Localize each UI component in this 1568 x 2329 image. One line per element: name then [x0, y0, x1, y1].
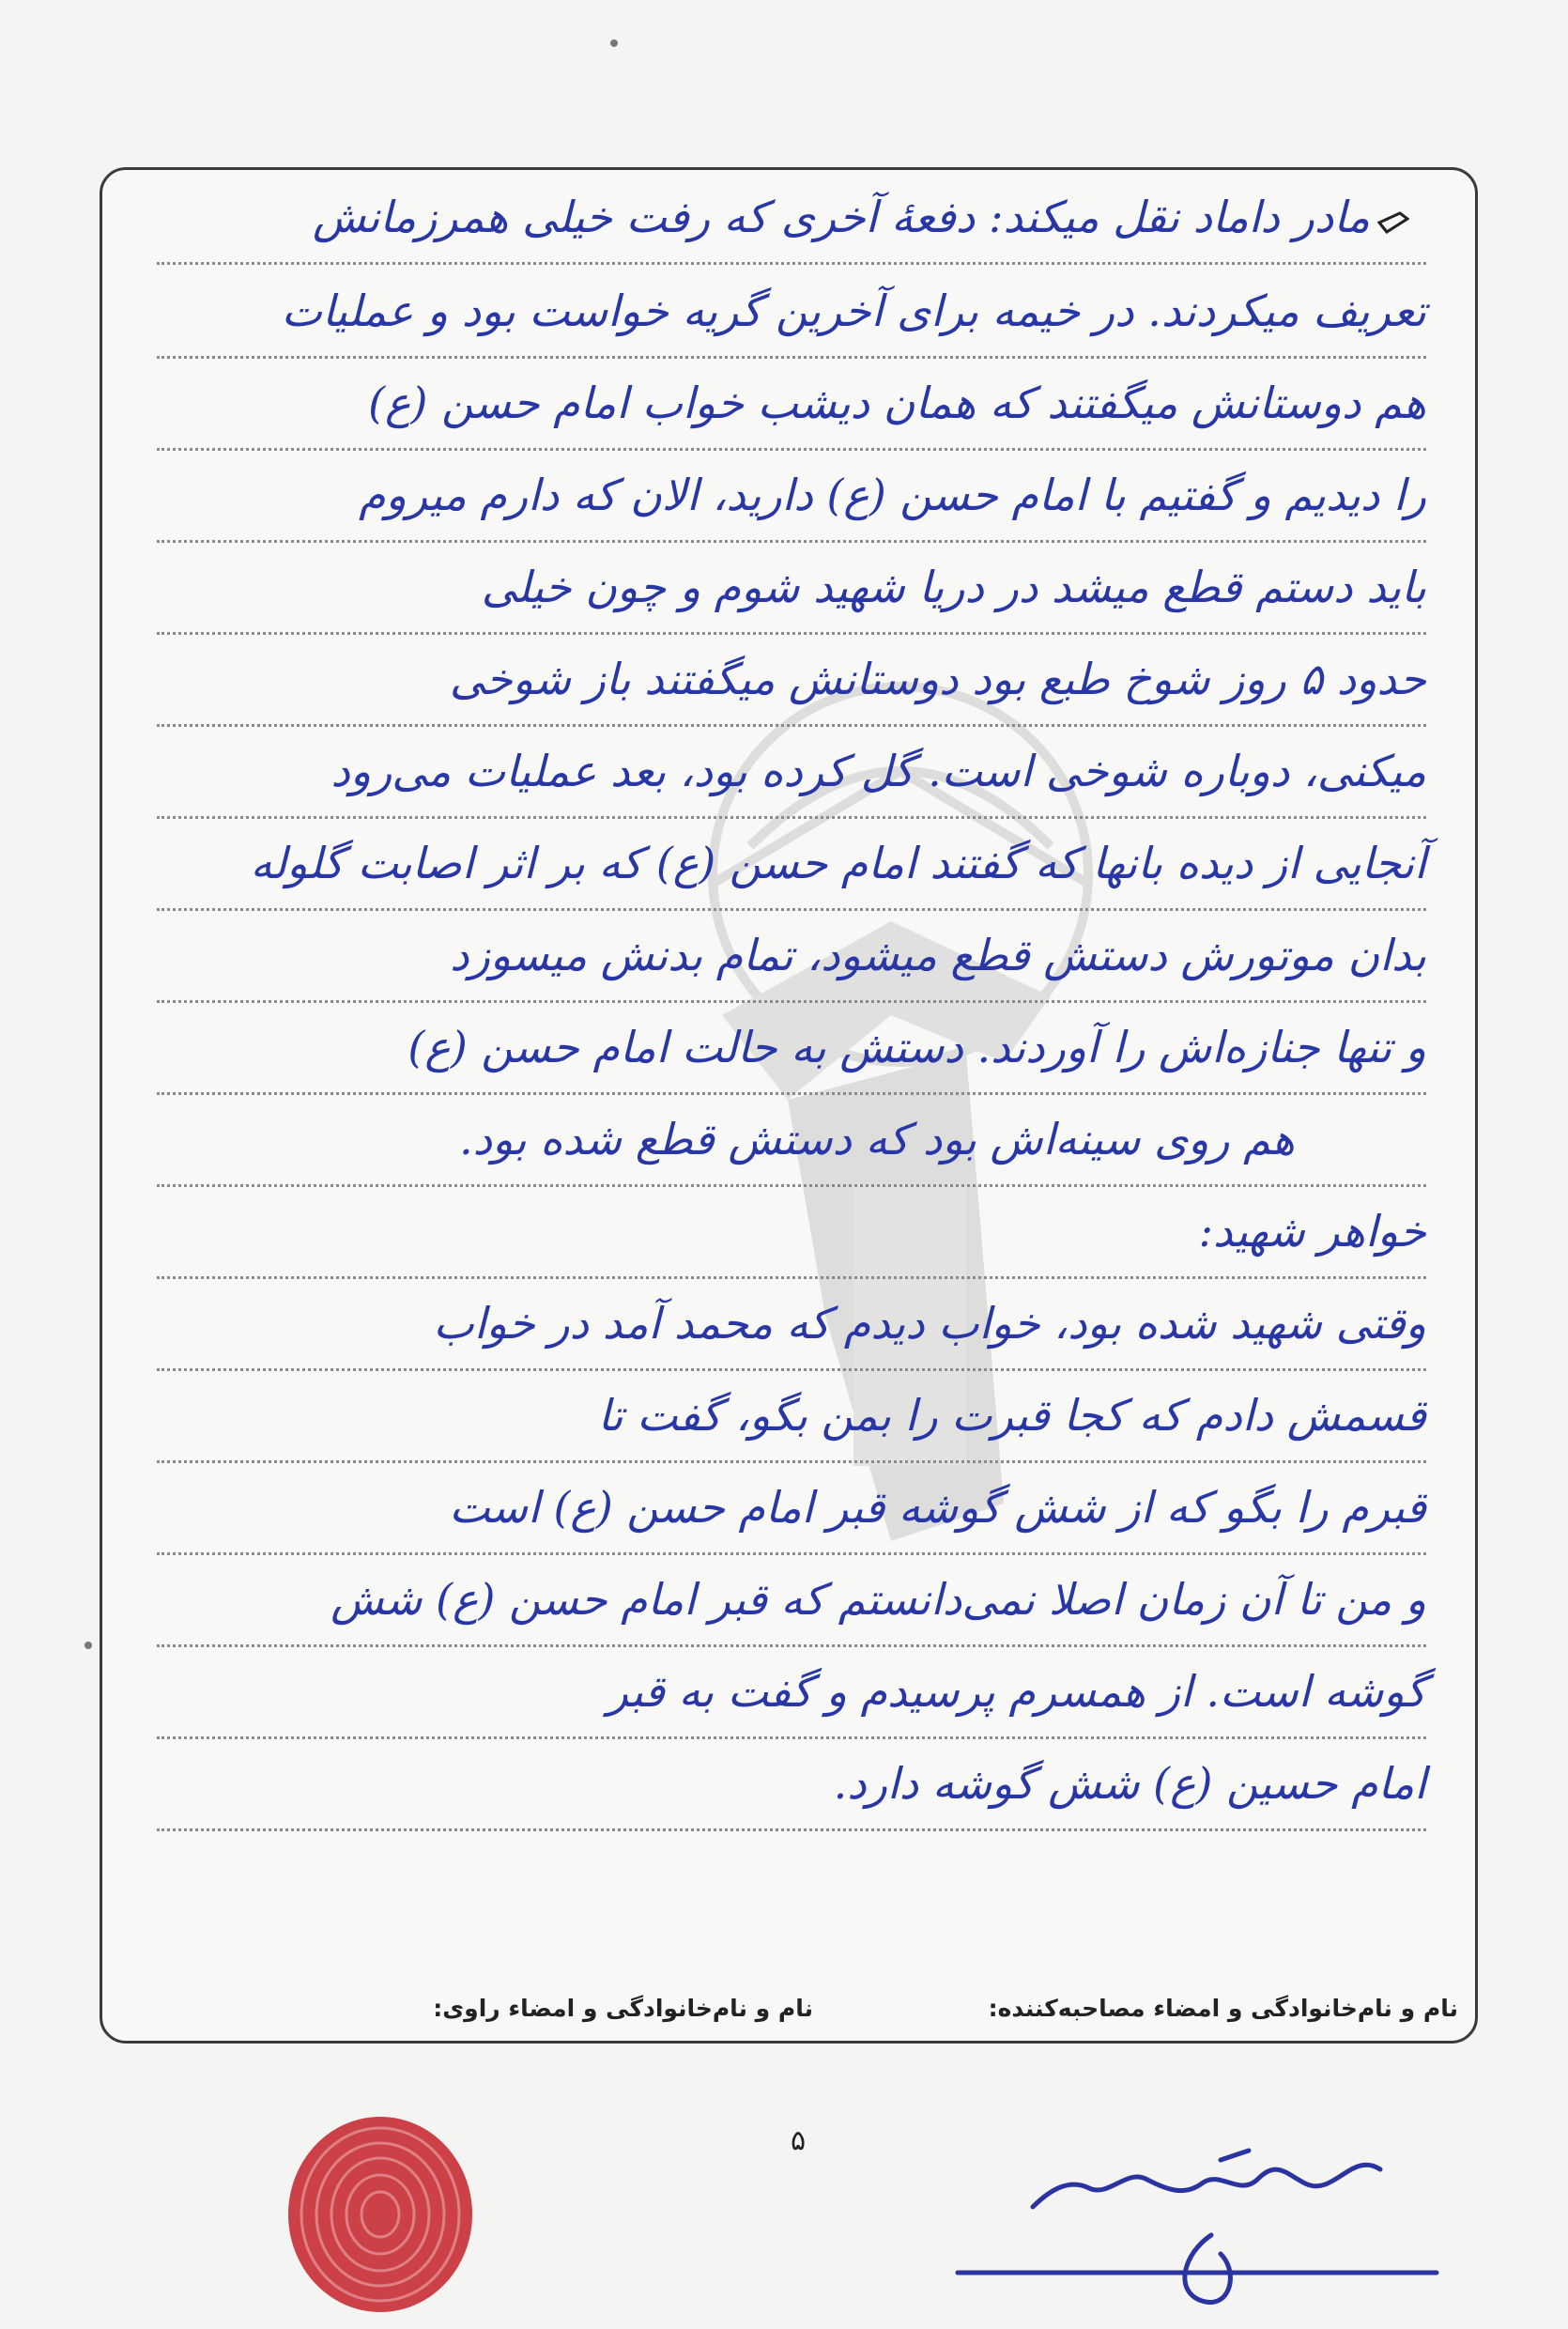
handwritten-line: باید دستم قطع میشد در دریا شهید شوم و چون خیلی	[481, 562, 1426, 612]
rule-line	[157, 1460, 1426, 1463]
page-speck	[610, 39, 618, 47]
rule-line	[157, 1552, 1426, 1555]
handwritten-line: خواهر شهید:	[1198, 1206, 1426, 1257]
narrator-signature	[939, 2132, 1465, 2320]
rule-line	[157, 632, 1426, 635]
handwritten-line: مادر داماد نقل میکند: دفعهٔ آخری که رفت خیلی همرزمانش	[312, 192, 1370, 242]
handwritten-lines	[157, 170, 1426, 2041]
rule-line	[157, 1276, 1426, 1279]
handwritten-line: حدود ۵ روز شوخ طبع بود دوستانش میگفتند باز شوخی	[449, 654, 1426, 704]
handwritten-line: آنجایی از دیده بانها که گفتند امام حسن (ع) که بر اثر اصابت گلوله	[250, 838, 1426, 888]
handwritten-line: هم روی سینه‌اش بود که دستش قطع شده بود.	[458, 1114, 1295, 1164]
handwritten-line: هم دوستانش میگفتند که همان دیشب خواب امام حسن (ع)	[368, 378, 1426, 428]
rule-line	[157, 1644, 1426, 1647]
rule-line	[157, 816, 1426, 819]
rule-line	[157, 540, 1426, 543]
interview-form-frame	[100, 167, 1478, 2044]
fingerprint	[272, 2104, 488, 2320]
handwritten-line: تعریف میکردند. در خیمه برای آخرین گریه خواست بود و عملیات	[281, 285, 1426, 336]
rule-line	[157, 356, 1426, 359]
rule-line	[157, 1828, 1426, 1831]
rule-line	[157, 1184, 1426, 1187]
rule-line	[157, 1092, 1426, 1095]
page-speck	[85, 1642, 92, 1649]
handwritten-line: میکنی، دوباره شوخی است. گل کرده بود، بعد عملیات می‌رود	[331, 746, 1426, 796]
rule-line	[157, 1368, 1426, 1371]
handwritten-line: و تنها جنازه‌اش را آوردند. دستش به حالت امام حسن (ع)	[407, 1022, 1426, 1072]
handwritten-line: وقتی شهید شده بود، خواب دیدم که محمد آمد در خواب	[433, 1298, 1426, 1349]
narrator-signature-label: نام و نام‌خانوادگی و امضاء راوی:	[433, 1995, 813, 2022]
handwritten-line: قسمش دادم که کجا قبرت را بمن بگو، گفت تا	[597, 1390, 1426, 1441]
handwritten-line: و من تا آن زمان اصلا نمی‌دانستم که قبر امام حسن (ع) شش	[331, 1574, 1426, 1625]
handwritten-line: گوشه است. از همسرم پرسیدم و گفت به قبر	[607, 1666, 1426, 1717]
page-number: ۵	[790, 2124, 807, 2157]
rule-line	[157, 262, 1426, 265]
handwritten-line: بدان موتورش دستش قطع میشود، تمام بدنش میسوزد	[450, 930, 1426, 980]
handwritten-line: را دیدیم و گفتیم با امام حسن (ع) دارید، الان که دارم میروم	[359, 470, 1426, 520]
rule-line	[157, 724, 1426, 727]
interviewer-signature-label: نام و نام‌خانوادگی و امضاء مصاحبه‌کننده:	[988, 1995, 1458, 2022]
handwritten-line: امام حسین (ع) شش گوشه دارد.	[833, 1758, 1426, 1809]
rule-line	[157, 1000, 1426, 1003]
handwritten-line: قبرم را بگو که از شش گوشه قبر امام حسن (ع) است	[449, 1482, 1426, 1533]
rule-line	[157, 1736, 1426, 1739]
rule-line	[157, 908, 1426, 911]
rule-line	[157, 448, 1426, 451]
